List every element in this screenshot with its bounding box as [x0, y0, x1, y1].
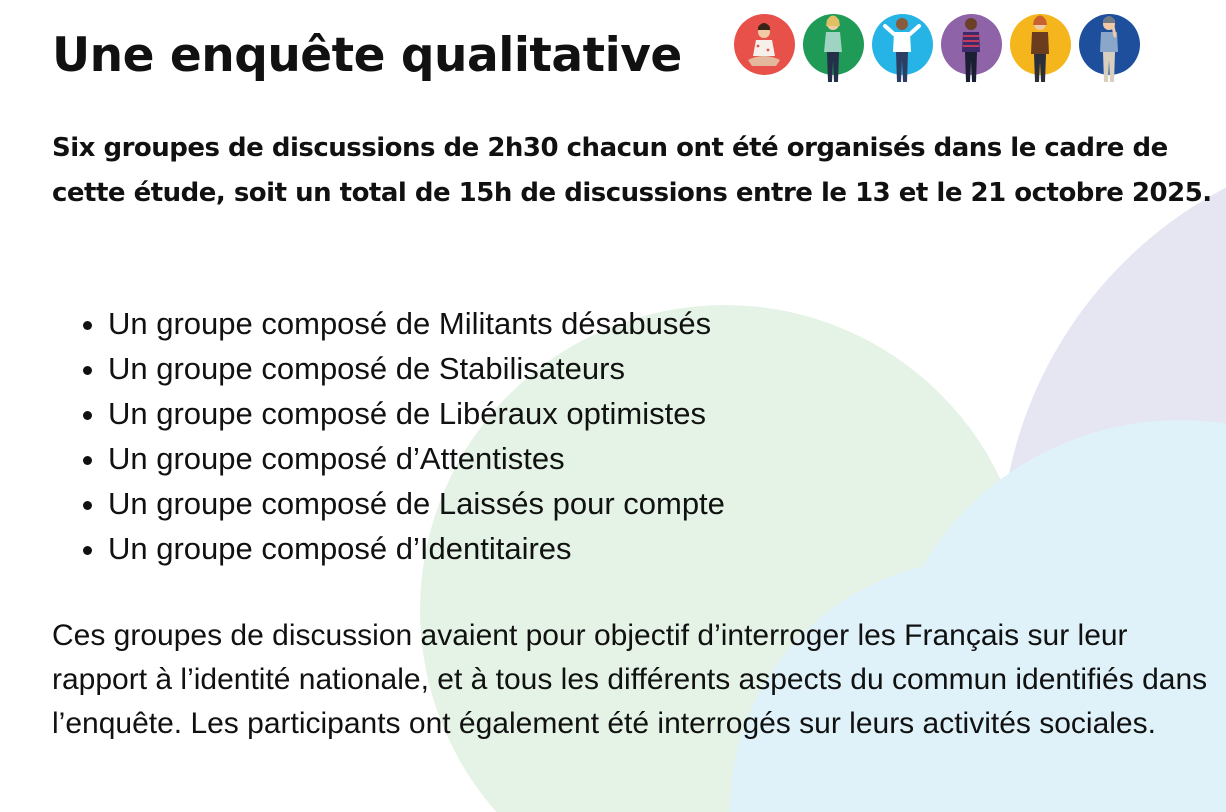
list-item: • Un groupe composé de Laissés pour compte: [108, 481, 725, 526]
intro-paragraph: Six groupes de discussions de 2h30 chacun ont été organisés dans le cadre de cette étude, soit un total de 15h de discussions entre le 13 et le 21 octobre 2025.: [52, 133, 1212, 208]
avatar-strip: [734, 14, 1140, 75]
avatar-person-phone-icon: [1079, 14, 1140, 75]
list-item: • Un groupe composé de Militants désabusés: [108, 301, 725, 346]
list-item: • Un groupe composé de Libéraux optimistes: [108, 391, 725, 436]
list-item: • Un groupe composé d’Attentistes: [108, 436, 725, 481]
group-list: [80, 301, 725, 571]
person-standing-icon: [1010, 10, 1071, 88]
avatar-person-standing-icon: [803, 14, 864, 75]
slide-title: Une enquête qualitative: [52, 28, 682, 83]
avatar-person-standing-icon: [941, 14, 1002, 75]
person-shrugging-icon: [872, 10, 933, 88]
person-standing-icon: [941, 10, 1002, 88]
outro-paragraph: Ces groupes de discussion avaient pour objectif d’interroger les Français sur leur rapport à l’identité nationale, et à tous les différents aspects du commun identifiés dans l’enquête. Les participants ont également été interrogés sur leurs activités sociales.: [52, 619, 1208, 740]
person-standing-icon: [803, 10, 864, 88]
list-item: • Un groupe composé d’Identitaires: [108, 526, 725, 571]
avatar-person-standing-icon: [1010, 14, 1071, 75]
avatar-person-sitting-icon: [734, 14, 795, 75]
person-sitting-icon: [734, 10, 795, 88]
person-phone-icon: [1079, 10, 1140, 88]
list-item: • Un groupe composé de Stabilisateurs: [108, 346, 725, 391]
avatar-person-shrugging-icon: [872, 14, 933, 75]
